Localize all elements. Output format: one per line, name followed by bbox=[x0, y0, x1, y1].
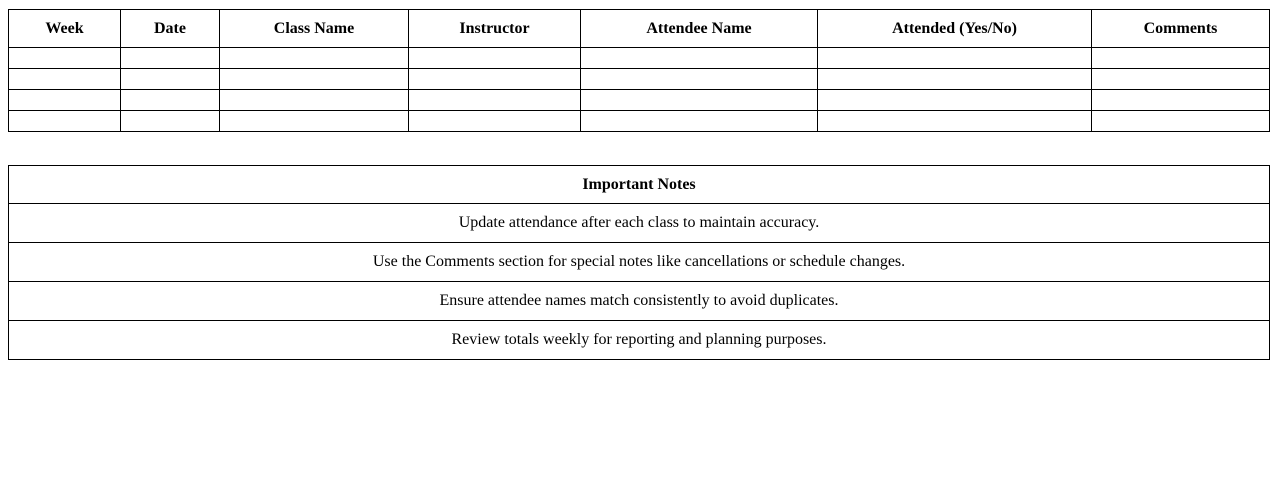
empty-cell bbox=[1092, 48, 1270, 69]
note-row bbox=[9, 243, 1270, 282]
empty-cell bbox=[9, 111, 121, 132]
column-header-week: Week bbox=[9, 10, 121, 48]
empty-cell bbox=[581, 48, 818, 69]
attendance-header-row bbox=[9, 10, 1270, 48]
empty-cell bbox=[409, 48, 581, 69]
notes-title: Important Notes bbox=[9, 166, 1270, 204]
notes-header-row bbox=[9, 166, 1270, 204]
empty-cell bbox=[818, 69, 1092, 90]
empty-cell bbox=[220, 69, 409, 90]
column-header-instructor: Instructor bbox=[409, 10, 581, 48]
empty-cell bbox=[581, 111, 818, 132]
empty-cell bbox=[409, 90, 581, 111]
empty-cell bbox=[9, 69, 121, 90]
empty-cell bbox=[818, 90, 1092, 111]
empty-cell bbox=[581, 69, 818, 90]
empty-cell bbox=[121, 90, 220, 111]
column-header-attendee-name: Attendee Name bbox=[581, 10, 818, 48]
note-row bbox=[9, 282, 1270, 321]
column-header-date: Date bbox=[121, 10, 220, 48]
column-header-attended: Attended (Yes/No) bbox=[818, 10, 1092, 48]
empty-cell bbox=[409, 111, 581, 132]
column-header-comments: Comments bbox=[1092, 10, 1270, 48]
empty-cell bbox=[409, 69, 581, 90]
note-item: Use the Comments section for special notes like cancellations or schedule changes. bbox=[9, 243, 1270, 282]
attendance-table bbox=[8, 9, 1270, 132]
table-row bbox=[9, 69, 1270, 90]
note-row bbox=[9, 321, 1270, 360]
note-item: Update attendance after each class to maintain accuracy. bbox=[9, 204, 1270, 243]
table-row bbox=[9, 90, 1270, 111]
empty-cell bbox=[220, 111, 409, 132]
empty-cell bbox=[1092, 69, 1270, 90]
note-item: Review totals weekly for reporting and planning purposes. bbox=[9, 321, 1270, 360]
empty-cell bbox=[121, 69, 220, 90]
empty-cell bbox=[9, 48, 121, 69]
empty-cell bbox=[220, 48, 409, 69]
empty-cell bbox=[220, 90, 409, 111]
table-row bbox=[9, 48, 1270, 69]
note-item: Ensure attendee names match consistently to avoid duplicates. bbox=[9, 282, 1270, 321]
empty-cell bbox=[1092, 111, 1270, 132]
column-header-class-name: Class Name bbox=[220, 10, 409, 48]
empty-cell bbox=[121, 48, 220, 69]
empty-cell bbox=[121, 111, 220, 132]
empty-cell bbox=[818, 111, 1092, 132]
notes-table bbox=[8, 165, 1270, 360]
empty-cell bbox=[818, 48, 1092, 69]
empty-cell bbox=[9, 90, 121, 111]
empty-cell bbox=[581, 90, 818, 111]
empty-cell bbox=[1092, 90, 1270, 111]
table-row bbox=[9, 111, 1270, 132]
note-row bbox=[9, 204, 1270, 243]
